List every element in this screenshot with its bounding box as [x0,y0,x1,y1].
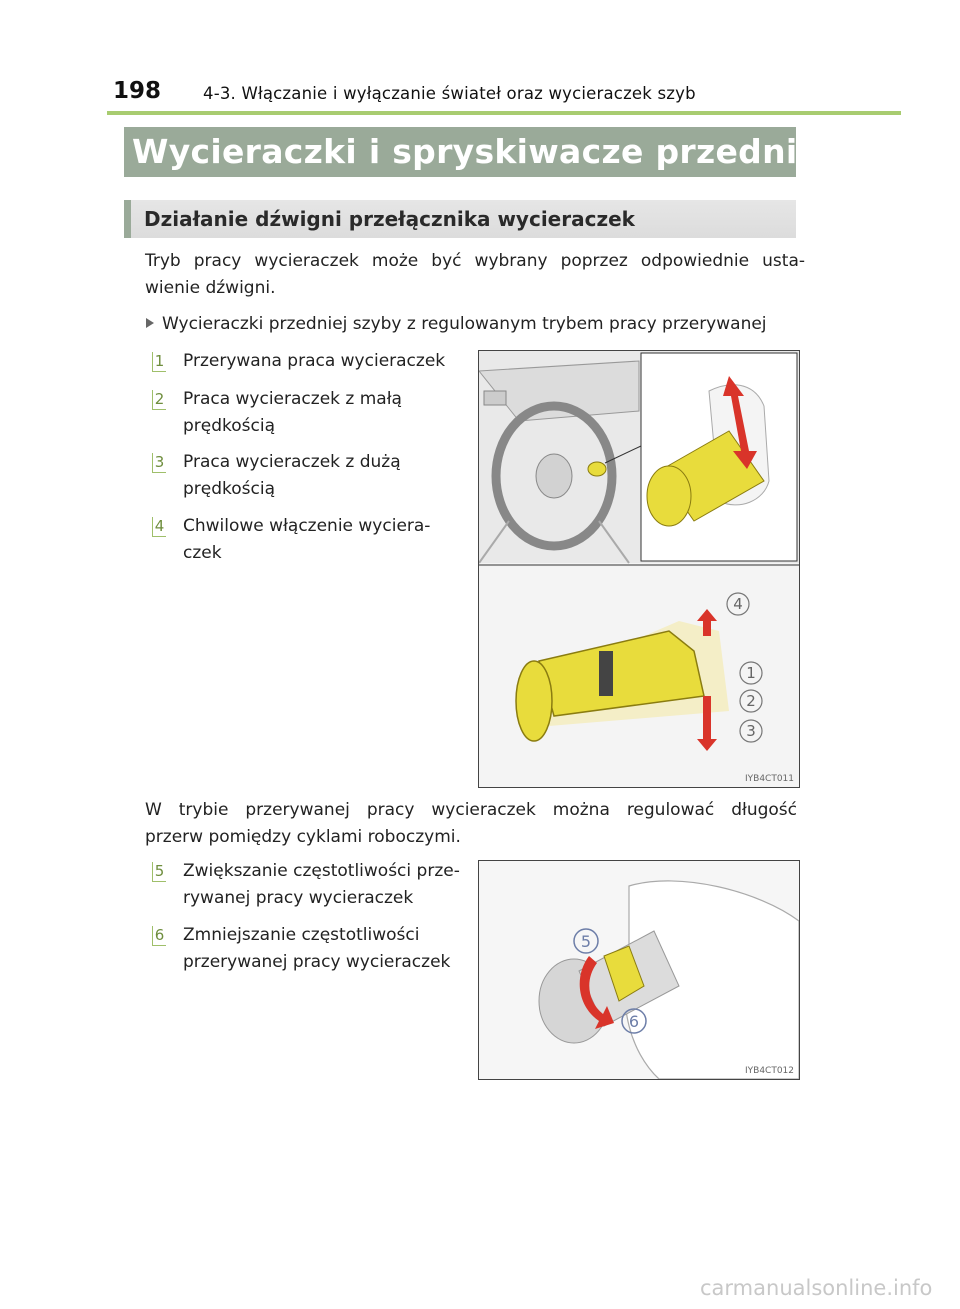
watermark: carmanualsonline.info [700,1276,933,1300]
para-line: przerw pomiędzy cyklami roboczymi. [145,827,461,847]
item-line: Chwilowe włączenie wyciera- [183,516,431,536]
header-rule [107,111,901,115]
intro-line: wienie dźwigni. [145,278,276,298]
item-number-badge: 6 [152,926,166,946]
ring-illustration [479,861,799,1079]
section-header: 4-3. Włączanie i wyłączanie świateł oraz wycieraczek szyb [203,84,696,103]
callout-label: 5 [580,932,592,951]
item-line: prędkością [183,416,276,436]
bullet-text: Wycieraczki przedniej szyby z regulowanym trybem pracy przerywanej [162,314,767,334]
item-line: prędkością [183,479,276,499]
dash-vent [484,391,506,405]
item-line: Zmniejszanie częstotliwości [183,925,420,945]
triangle-bullet-icon [146,318,154,328]
item-line: czek [183,543,222,563]
item-text [183,386,402,440]
figure-intermittent-ring [478,860,800,1080]
item-text [183,449,401,503]
page-number: 198 [113,78,162,104]
paragraph-2 [145,797,797,851]
item-number-badge: 2 [152,390,166,410]
inset-lever-end [647,466,691,526]
item-number-badge: 4 [152,517,166,537]
item-number-badge: 5 [152,862,166,882]
item-text [183,513,430,567]
figure-wiper-lever [478,350,800,788]
item-number-badge: 1 [152,352,166,372]
lever-highlight [588,462,606,476]
subsection-band [124,200,796,238]
item-line: Przerywana praca wycieraczek [183,351,446,371]
bullet-heading [146,314,767,334]
callout-label: 1 [746,664,756,682]
item-text [183,858,460,912]
callout-label: 4 [733,595,743,613]
item-text [183,922,450,976]
para-line: W trybie przerywanej pracy wycieraczek można regulować długość [145,800,797,820]
page-title: Wycieraczki i spryskiwacze przedniej szyby [132,132,951,171]
callout-label: 6 [628,1012,640,1031]
item-line: Praca wycieraczek z małą [183,389,402,409]
intro-line: Tryb pracy wycieraczek może być wybrany poprzez odpowiednie usta- [145,251,805,271]
item-line: Zwiększanie częstotliwości prze- [183,861,460,881]
item-line: przerywanej pracy wycieraczek [183,952,451,972]
item-text [183,348,445,375]
figure-code: IYB4CT011 [745,774,795,784]
figure-code: IYB4CT012 [745,1066,795,1076]
lever-ring [599,651,613,696]
item-number-badge: 3 [152,453,166,473]
subsection-title: Działanie dźwigni przełącznika wycieraczek [144,207,635,231]
title-band [124,127,951,177]
wiper-lever-illustration [479,351,799,787]
callout-label: 2 [746,692,756,710]
lever-tip [516,661,552,741]
callout-label: 3 [746,722,756,740]
item-line: Praca wycieraczek z dużą [183,452,401,472]
item-line: rywanej pracy wycieraczek [183,888,414,908]
steering-hub [536,454,572,498]
intro-paragraph [145,248,805,302]
